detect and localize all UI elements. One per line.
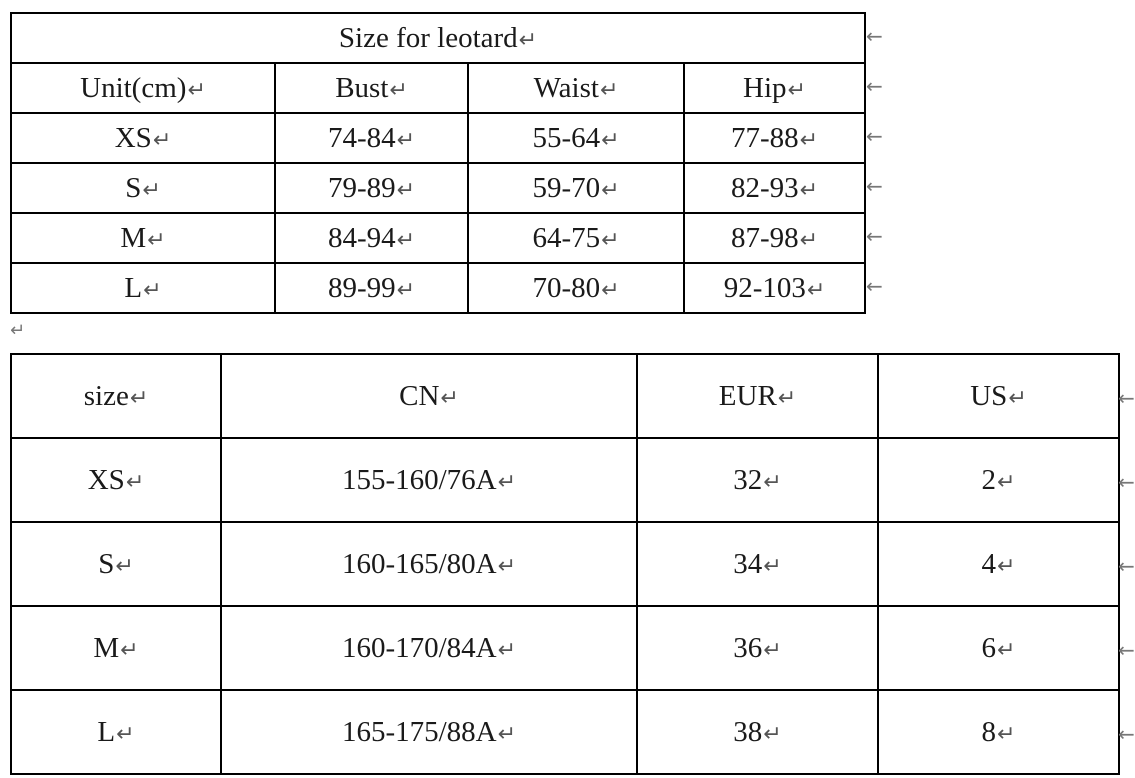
table-row xyxy=(11,113,865,163)
table-cell: 6↵ xyxy=(878,606,1119,690)
table-cell: 8↵ xyxy=(878,690,1119,774)
table-cell: 77-88↵ xyxy=(684,113,865,163)
table-row xyxy=(11,690,1119,774)
table-cell: 165-175/88A↵ xyxy=(221,690,637,774)
table-title-row xyxy=(11,13,865,63)
header-cell: size↵ xyxy=(11,354,221,438)
table-cell: S↵ xyxy=(11,163,275,213)
header-cell: CN↵ xyxy=(221,354,637,438)
table-cell: 4↵ xyxy=(878,522,1119,606)
table-row xyxy=(11,522,1119,606)
row-end-mark: ← xyxy=(866,124,883,148)
table-cell: 70-80↵ xyxy=(468,263,684,313)
table-cell: 59-70↵ xyxy=(468,163,684,213)
table-cell: 87-98↵ xyxy=(684,213,865,263)
table-cell: 155-160/76A↵ xyxy=(221,438,637,522)
header-cell: Unit(cm)↵ xyxy=(11,63,275,113)
table-title: Size for leotard↵ xyxy=(11,13,865,63)
header-cell: Waist↵ xyxy=(468,63,684,113)
row-end-mark: ← xyxy=(1118,554,1135,578)
table-row xyxy=(11,163,865,213)
table-cell: 160-170/84A↵ xyxy=(221,606,637,690)
table-cell: L↵ xyxy=(11,690,221,774)
table-row xyxy=(11,606,1119,690)
row-end-mark: ← xyxy=(866,24,883,48)
table-cell: XS↵ xyxy=(11,113,275,163)
row-end-mark: ← xyxy=(866,224,883,248)
table-cell: 38↵ xyxy=(637,690,878,774)
table-row xyxy=(11,213,865,263)
table-row xyxy=(11,438,1119,522)
table-cell: M↵ xyxy=(11,213,275,263)
table-cell: 55-64↵ xyxy=(468,113,684,163)
table-cell: 74-84↵ xyxy=(275,113,468,163)
table-cell: 64-75↵ xyxy=(468,213,684,263)
table-cell: 89-99↵ xyxy=(275,263,468,313)
row-end-mark: ← xyxy=(1118,722,1135,746)
header-cell: EUR↵ xyxy=(637,354,878,438)
table-cell: XS↵ xyxy=(11,438,221,522)
table-cell: 2↵ xyxy=(878,438,1119,522)
row-end-mark: ← xyxy=(1118,638,1135,662)
table-cell: 82-93↵ xyxy=(684,163,865,213)
row-end-mark: ← xyxy=(1118,386,1135,410)
size-conversion-table xyxy=(10,353,1120,775)
table-cell: 160-165/80A↵ xyxy=(221,522,637,606)
table-row xyxy=(11,263,865,313)
header-cell: US↵ xyxy=(878,354,1119,438)
table-cell: 92-103↵ xyxy=(684,263,865,313)
table-cell: 32↵ xyxy=(637,438,878,522)
table-cell: 84-94↵ xyxy=(275,213,468,263)
table-cell: 79-89↵ xyxy=(275,163,468,213)
table-header-row xyxy=(11,63,865,113)
row-end-mark: ← xyxy=(866,174,883,198)
row-end-mark: ← xyxy=(866,274,883,298)
table-cell: L↵ xyxy=(11,263,275,313)
table-cell: 36↵ xyxy=(637,606,878,690)
table-header-row xyxy=(11,354,1119,438)
header-cell: Bust↵ xyxy=(275,63,468,113)
table-cell: M↵ xyxy=(11,606,221,690)
row-end-mark: ← xyxy=(1118,470,1135,494)
header-cell: Hip↵ xyxy=(684,63,865,113)
table-cell: 34↵ xyxy=(637,522,878,606)
table-cell: S↵ xyxy=(11,522,221,606)
leotard-size-table xyxy=(10,12,866,314)
row-end-mark: ← xyxy=(866,74,883,98)
paragraph-mark: ↵ xyxy=(10,320,26,341)
